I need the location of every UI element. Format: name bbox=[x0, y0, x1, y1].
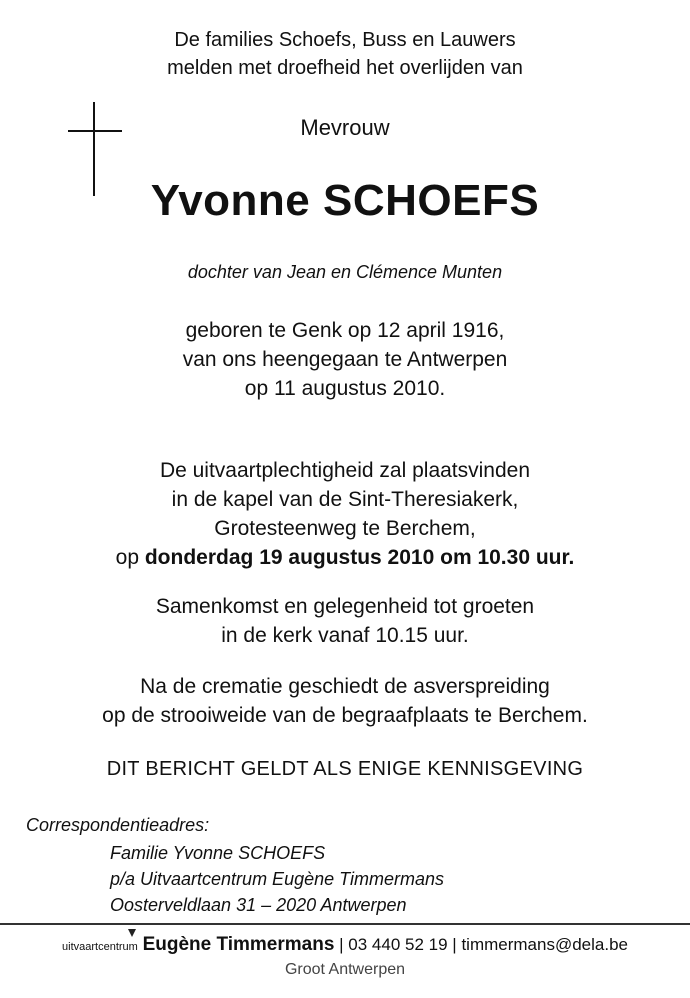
dates-line-3: op 11 augustus 2010. bbox=[244, 377, 446, 400]
funeral-line-4 bbox=[0, 543, 690, 572]
intro-line-2: melden met droefheid het overlijden van bbox=[167, 57, 523, 79]
deceased-title: Mevrouw bbox=[300, 115, 390, 140]
footer-email: timmermans@dela.be bbox=[461, 935, 628, 954]
footer-separator-1: | bbox=[339, 935, 344, 954]
footer-contact bbox=[0, 934, 690, 956]
deceased-name: Yvonne SCHOEFS bbox=[150, 176, 540, 225]
footer-region: Groot Antwerpen bbox=[284, 961, 406, 978]
correspondence-line-1: Familie Yvonne SCHOEFS bbox=[110, 843, 326, 863]
notice-text: DIT BERICHT GELDT ALS ENIGE KENNISGEVING bbox=[106, 758, 584, 780]
funeral-line-1: De uitvaartplechtigheid zal plaatsvinden bbox=[159, 459, 531, 482]
dates-line-2: van ons heengegaan te Antwerpen bbox=[182, 348, 508, 371]
footer-brand: Eugène Timmermans bbox=[142, 934, 335, 955]
gathering-line-1: Samenkomst en gelegenheid tot groeten bbox=[155, 595, 535, 618]
funeral-text bbox=[0, 456, 690, 572]
correspondence-line-3: Oosterveldlaan 31 – 2020 Antwerpen bbox=[110, 895, 407, 915]
cremation-line-2: op de strooiweide van de begraafplaats te Berchem. bbox=[102, 704, 588, 727]
funeral-line-4-prefix: op bbox=[115, 546, 140, 569]
intro-line-1: De families Schoefs, Buss en Lauwers bbox=[174, 29, 516, 51]
funeral-line-2: in de kapel van de Sint-Theresiakerk, bbox=[171, 488, 519, 511]
cremation-line-1: Na de crematie geschiedt de asverspreiding bbox=[140, 675, 550, 698]
footer-phone: 03 440 52 19 bbox=[348, 935, 448, 954]
dates-line-1: geboren te Genk op 12 april 1916, bbox=[185, 319, 505, 342]
funeral-datetime: donderdag 19 augustus 2010 om 10.30 uur. bbox=[144, 546, 575, 569]
dates-text bbox=[0, 316, 690, 403]
correspondence-label: Correspondentieadres: bbox=[26, 815, 210, 835]
deceased-parents: dochter van Jean en Clémence Munten bbox=[187, 262, 503, 282]
gathering-line-2: in de kerk vanaf 10.15 uur. bbox=[221, 624, 469, 647]
cremation-text bbox=[0, 672, 690, 730]
correspondence-line-2: p/a Uitvaartcentrum Eugène Timmermans bbox=[110, 869, 444, 889]
footer-prefix: uitvaartcentrum bbox=[62, 941, 138, 953]
funeral-line-3: Grotesteenweg te Berchem, bbox=[214, 517, 476, 540]
footer-divider bbox=[0, 923, 690, 925]
correspondence-address bbox=[110, 840, 444, 918]
gathering-text bbox=[0, 592, 690, 650]
footer-separator-2: | bbox=[452, 935, 457, 954]
intro-text bbox=[0, 26, 690, 82]
